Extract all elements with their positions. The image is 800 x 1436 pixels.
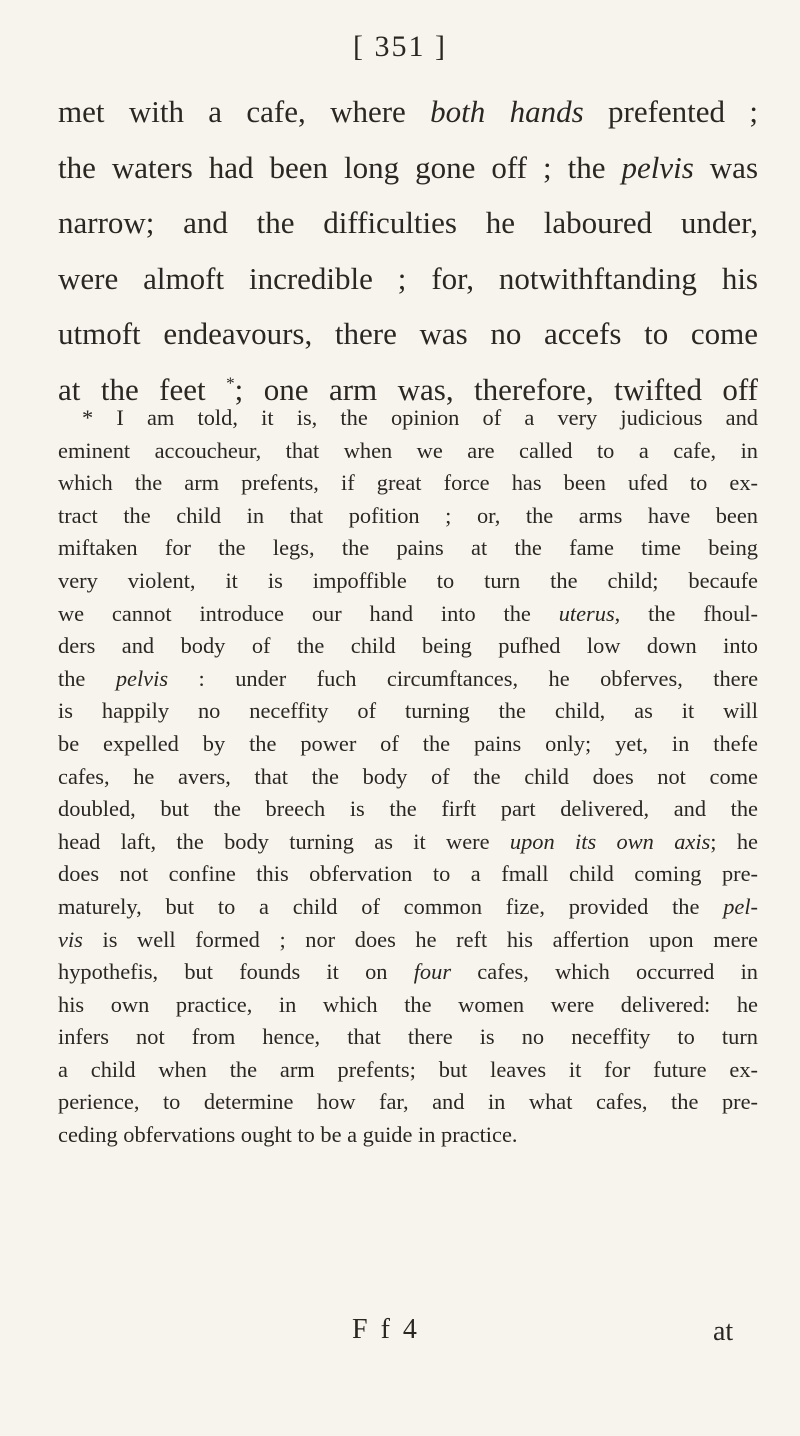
footnote-line: eminent accoucheur, that when we are called to a cafe, in <box>58 437 758 463</box>
body-line: were almoft incredible ; for, notwithftanding his <box>58 260 758 296</box>
footnote-line: we cannot introduce our hand into the uterus, the fhoul- <box>58 600 758 626</box>
body-text <box>58 84 758 417</box>
footnote-line: miftaken for the legs, the pains at the fame time being <box>58 535 758 561</box>
footnote-line: is happily no neceffity of turning the child, as it will <box>58 698 758 724</box>
footnote-line: head laft, the body turning as it were upon its own axis; he <box>58 828 759 854</box>
footnote-line: maturely, but to a child of common fize, provided the pel- <box>58 893 758 919</box>
footnote-line: cafes, he avers, that the body of the child does not come <box>58 763 758 789</box>
footnote-line: ders and body of the child being pufhed low down into <box>58 633 758 659</box>
footnote-line: does not confine this obfervation to a fmall child coming pre- <box>58 861 758 887</box>
footnote-line: ceding obfervations ought to be a guide in practice. <box>58 1122 518 1148</box>
footnote-line: tract the child in that pofition ; or, the arms have been <box>58 502 758 528</box>
catchword: at <box>713 1316 734 1347</box>
footnote-line: which the arm prefents, if great force has been ufed to ex- <box>58 470 758 496</box>
body-line: the waters had been long gone off ; the pelvis was <box>58 149 759 185</box>
footnote <box>58 402 758 1152</box>
body-line: at the feet *; one arm was, therefore, twifted off <box>58 371 758 407</box>
footnote-line: perience, to determine how far, and in what cafes, the pre- <box>58 1089 758 1115</box>
footnote-line: a child when the arm prefents; but leaves it for future ex- <box>58 1056 758 1082</box>
body-line: utmoft endeavours, there was no accefs to come <box>58 316 758 351</box>
footnote-line: hypothefis, but founds it on four cafes, which occurred in <box>58 959 759 985</box>
footnote-line: vis is well formed ; nor does he reft his affertion upon mere <box>58 926 758 952</box>
footnote-line: * I am told, it is, the opinion of a very judicious and <box>82 405 758 430</box>
footnote-marker: * <box>226 373 235 393</box>
footnote-line: very violent, it is impoffible to turn the child; becaufe <box>58 567 758 593</box>
signature-mark: F f 4 <box>352 1314 420 1345</box>
footnote-line: his own practice, in which the women were delivered: he <box>58 991 758 1017</box>
body-line: met with a cafe, where both hands prefented ; <box>58 94 759 129</box>
page-number-header: [ 351 ] <box>353 30 447 63</box>
footnote-line: the pelvis : under fuch circumftances, he obferves, there <box>58 665 759 691</box>
body-line: narrow; and the difficulties he laboured under, <box>58 205 758 240</box>
footnote-line: be expelled by the power of the pains only; yet, in thefe <box>58 730 758 756</box>
footnote-line: doubled, but the breech is the firft part delivered, and the <box>58 796 758 822</box>
footnote-line: infers not from hence, that there is no neceffity to turn <box>58 1024 758 1050</box>
